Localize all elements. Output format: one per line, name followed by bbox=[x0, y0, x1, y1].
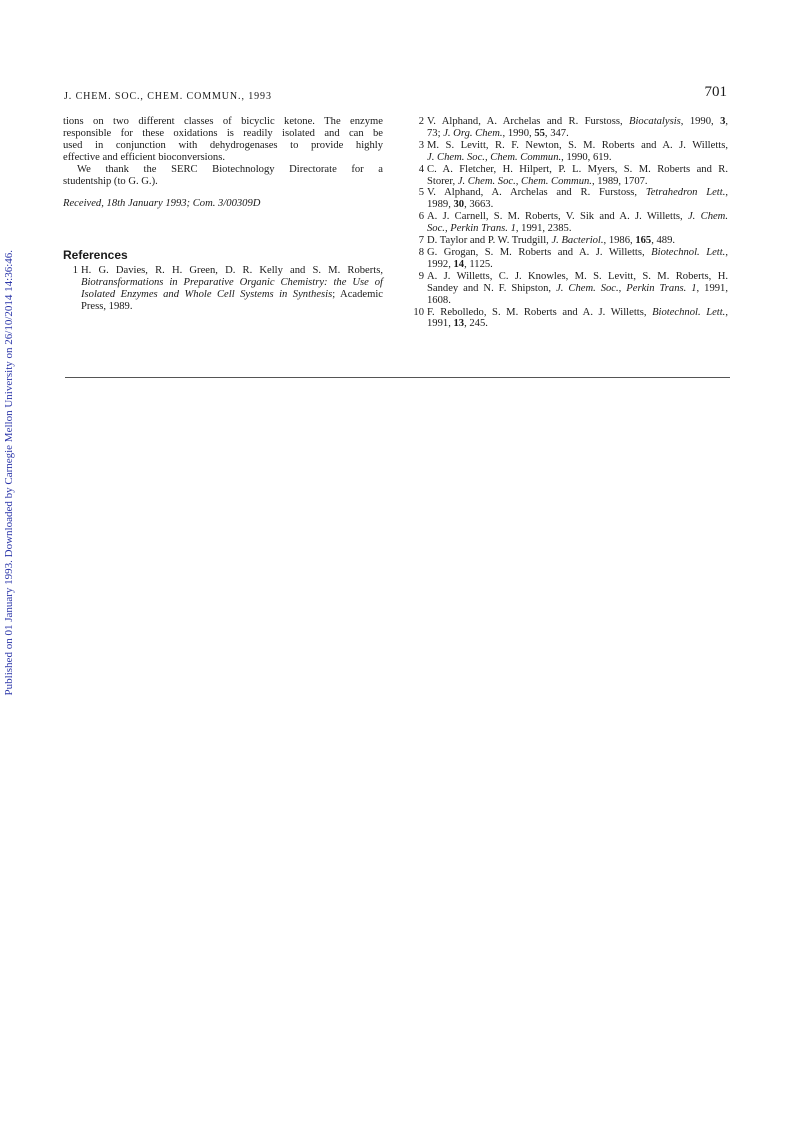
reference-item bbox=[409, 164, 728, 188]
reference-text: , 1125. bbox=[464, 258, 493, 270]
reference-text: , bbox=[725, 246, 728, 258]
reference-text: 1608. bbox=[427, 294, 451, 306]
reference-item bbox=[409, 187, 728, 211]
reference-text: , 1989, 1707. bbox=[591, 175, 648, 187]
reference-item bbox=[63, 265, 383, 313]
reference-text: Storer, bbox=[427, 175, 458, 187]
reference-text: J. Chem. Soc., Chem. Commun. bbox=[457, 175, 592, 187]
reference-text: V. Alphand, A. Archelas and R. Furstoss, bbox=[427, 187, 646, 199]
reference-text: 30 bbox=[453, 199, 465, 211]
body-line: responsible for these oxidations is readily isolated and can be bbox=[63, 127, 383, 139]
reference-number: 4 bbox=[418, 163, 424, 175]
right-column bbox=[409, 116, 728, 330]
reference-text: 3 bbox=[720, 116, 726, 127]
reference-text: J. Org. Chem. bbox=[443, 127, 503, 139]
reference-text: Sandey and N. F. Shipston, bbox=[427, 282, 557, 294]
reference-text: , 347. bbox=[544, 127, 569, 139]
reference-text: J. Bacteriol. bbox=[551, 235, 604, 247]
reference-text: Biotransformations in Preparative Organic Chemistry: the Use of bbox=[81, 277, 383, 289]
reference-number: 2 bbox=[418, 116, 424, 127]
reference-text: J. Chem. Soc., Chem. Commun. bbox=[427, 151, 562, 163]
reference-text: 14 bbox=[453, 258, 465, 270]
reference-number: 1 bbox=[72, 265, 78, 277]
download-watermark: Published on 01 January 1993. Downloaded by Carnegie Mellon University on 26/10/2014 14:36:46. bbox=[3, 250, 15, 696]
reference-text: H. G. Davies, R. H. Green, D. R. Kelly and S. M. Roberts, bbox=[81, 265, 383, 277]
reference-text: 13 bbox=[453, 318, 465, 330]
reference-text: ; Academic bbox=[332, 289, 383, 301]
body-line: tions on two different classes of bicyclic ketone. The enzyme bbox=[63, 116, 383, 127]
reference-item bbox=[409, 247, 728, 271]
acknowledgement-line: We thank the SERC Biotechnology Directorate for a bbox=[77, 163, 383, 175]
reference-text: 1991, bbox=[427, 318, 454, 330]
reference-text: J. Chem. Soc., Perkin Trans. 1 bbox=[556, 282, 697, 294]
references-heading: References bbox=[63, 248, 128, 263]
reference-text: , 245. bbox=[464, 318, 488, 330]
reference-item bbox=[409, 271, 728, 307]
reference-number: 9 bbox=[418, 270, 424, 282]
reference-number: 10 bbox=[413, 306, 424, 318]
reference-text: , 1986, bbox=[603, 235, 636, 247]
reference-text: A. J. Willetts, C. J. Knowles, M. S. Levitt, S. M. Roberts, H. bbox=[427, 270, 728, 282]
reference-text: Press, 1989. bbox=[81, 300, 133, 312]
reference-text: A. J. Carnell, S. M. Roberts, V. Sik and A. J. Willetts, bbox=[427, 211, 688, 223]
reference-text: Biotechnol. Lett. bbox=[652, 306, 726, 318]
body-line: used in conjunction with dehydrogenases to provide highly bbox=[63, 139, 383, 151]
reference-text: , 1991, 2385. bbox=[515, 223, 572, 235]
reference-number: 6 bbox=[418, 211, 424, 223]
reference-item bbox=[409, 235, 728, 247]
reference-number: 5 bbox=[418, 187, 424, 199]
reference-text: 55 bbox=[534, 127, 545, 139]
reference-text: J. Chem. bbox=[687, 211, 728, 223]
body-line: effective and efficient bioconversions. bbox=[63, 151, 225, 163]
reference-text: 1992, bbox=[427, 258, 454, 270]
reference-item bbox=[409, 116, 728, 140]
reference-text: Biocatalysis bbox=[628, 116, 681, 127]
page-number: 701 bbox=[704, 84, 727, 100]
received-date: Received, 18th January 1993; Com. 3/00309D bbox=[63, 198, 261, 210]
reference-text: , 1990, bbox=[680, 116, 721, 127]
reference-text: 165 bbox=[635, 235, 652, 247]
reference-text: Biotechnol. Lett. bbox=[651, 246, 726, 258]
reference-text: G. Grogan, S. M. Roberts and A. J. Willetts, bbox=[427, 246, 652, 258]
reference-text: V. Alphand, A. Archelas and R. Furstoss, bbox=[427, 116, 629, 127]
horizontal-rule bbox=[65, 377, 730, 378]
reference-text: 1989, bbox=[427, 199, 454, 211]
reference-number: 8 bbox=[418, 246, 424, 258]
reference-text: Soc., Perkin Trans. 1 bbox=[427, 223, 516, 235]
reference-text: 73; bbox=[427, 127, 444, 139]
reference-text: , bbox=[725, 306, 728, 318]
reference-text: , 1990, bbox=[502, 127, 535, 139]
reference-number: 7 bbox=[418, 235, 424, 247]
reference-text: M. S. Levitt, R. F. Newton, S. M. Roberts and A. J. Willetts, bbox=[427, 139, 728, 151]
reference-item bbox=[409, 140, 728, 164]
reference-text: Isolated Enzymes and Whole Cell Systems in Synthesis bbox=[81, 289, 333, 301]
reference-text: D. Taylor and P. W. Trudgill, bbox=[427, 235, 552, 247]
reference-number: 3 bbox=[418, 139, 424, 151]
reference-text: , 1991, bbox=[696, 282, 728, 294]
reference-text: Tetrahedron Lett. bbox=[645, 187, 726, 199]
reference-text: F. Rebolledo, S. M. Roberts and A. J. Willetts, bbox=[427, 306, 653, 318]
reference-text: , bbox=[725, 116, 729, 127]
reference-item bbox=[409, 211, 728, 235]
reference-text: , 3663. bbox=[464, 199, 494, 211]
reference-text: , bbox=[725, 187, 728, 199]
reference-text: , 489. bbox=[651, 235, 676, 247]
left-column bbox=[63, 116, 383, 313]
acknowledgement-line: studentship (to G. G.). bbox=[63, 175, 158, 187]
reference-text: C. A. Fletcher, H. Hilpert, P. L. Myers, S. M. Roberts and R. bbox=[427, 163, 728, 175]
journal-header: J. CHEM. SOC., CHEM. COMMUN., 1993 bbox=[64, 91, 272, 102]
reference-text: , 1990, 619. bbox=[561, 151, 612, 163]
reference-item bbox=[409, 307, 728, 331]
